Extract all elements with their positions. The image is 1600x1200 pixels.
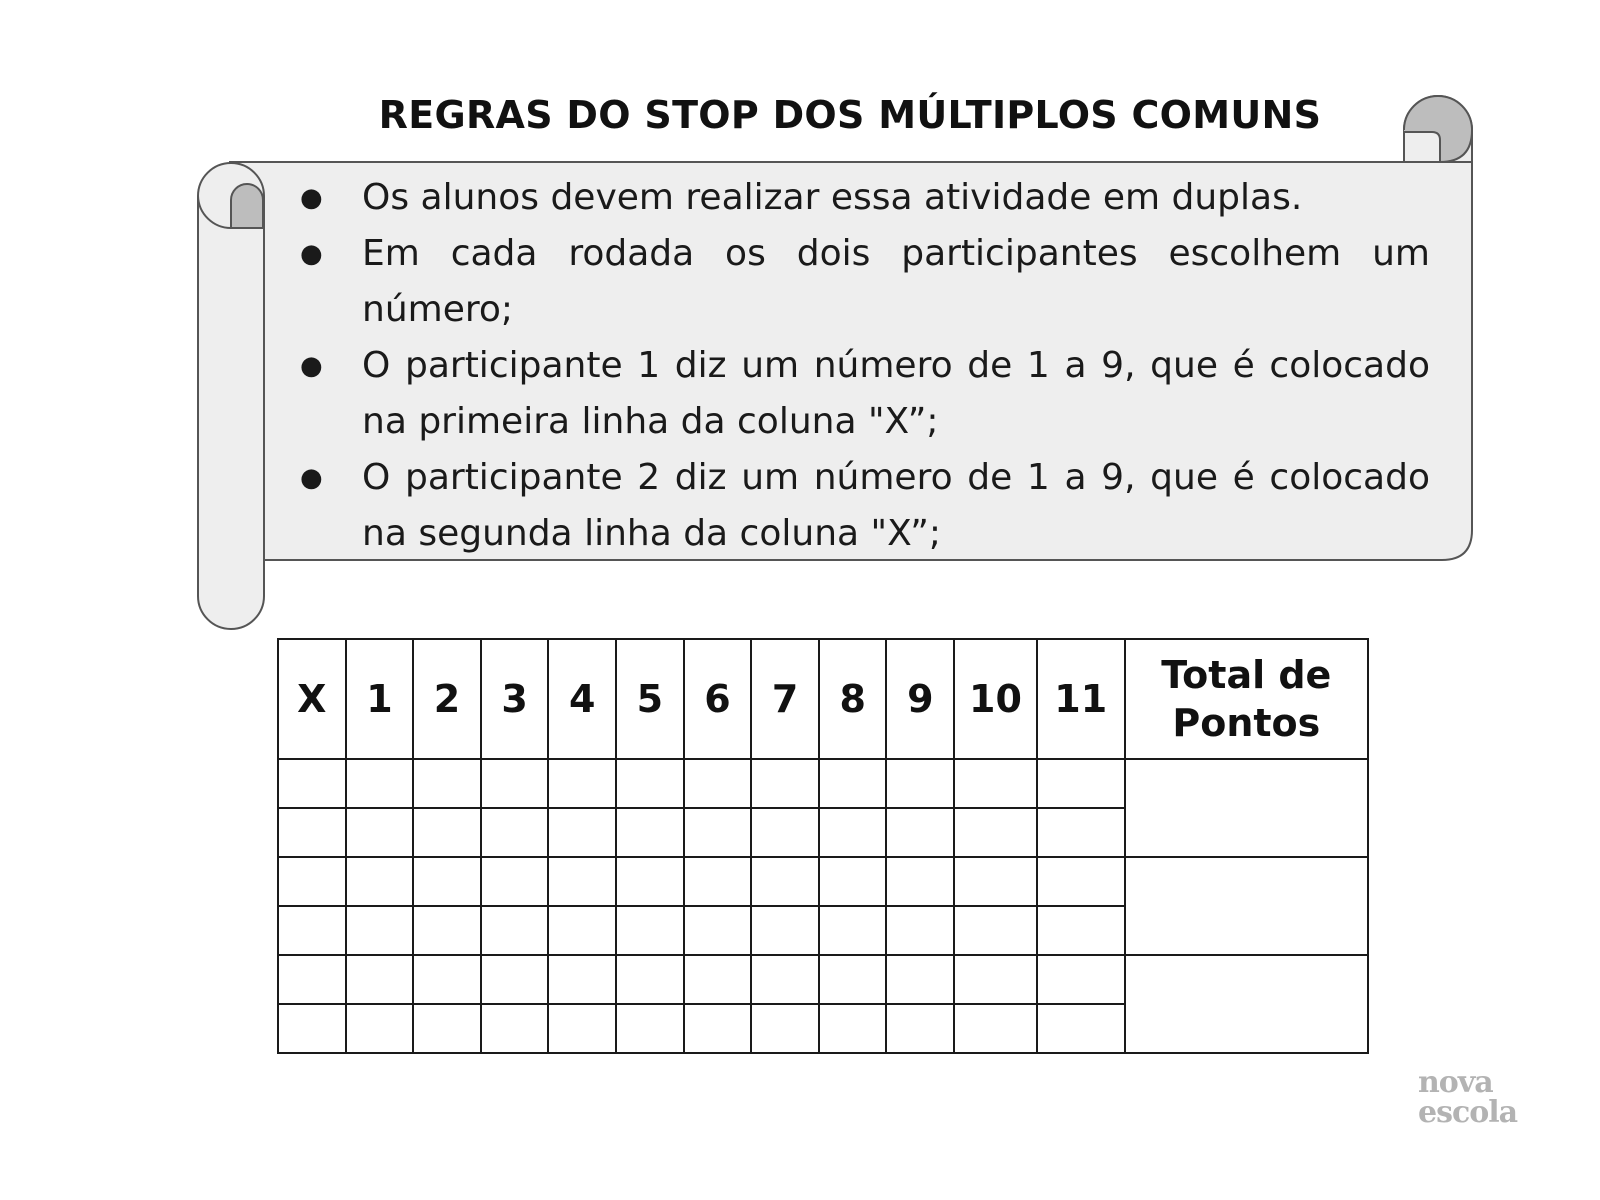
grid-cell: [751, 906, 819, 955]
header-cell: 2: [413, 639, 481, 759]
grid-cell: [1037, 857, 1125, 906]
grid-cell: [616, 906, 684, 955]
grid-cell: [819, 1004, 887, 1053]
table-row: [278, 857, 1368, 906]
grid-cell: [616, 759, 684, 808]
rule-item: [280, 338, 1430, 450]
grid-cell: [1037, 759, 1125, 808]
grid-cell: [886, 808, 954, 857]
grid-cell: [616, 1004, 684, 1053]
grid-cell: [751, 808, 819, 857]
grid-cell: [413, 857, 481, 906]
grid-cell: [481, 955, 549, 1004]
grid-cell: [886, 1004, 954, 1053]
total-header-line: Pontos: [1172, 701, 1321, 745]
header-cell: 11: [1037, 639, 1125, 759]
grid-cell: [481, 906, 549, 955]
grid-body: [278, 759, 1368, 1053]
grid-cell: [819, 906, 887, 955]
grid-cell: [1037, 1004, 1125, 1053]
nova-escola-logo: [1418, 1065, 1518, 1130]
scroll-roll-left-inner: [231, 184, 263, 228]
header-cell: 1: [346, 639, 414, 759]
grid-cell: [886, 955, 954, 1004]
grid-cell: [413, 1004, 481, 1053]
grid-cell: [548, 857, 616, 906]
grid-cell: [413, 808, 481, 857]
grid-cell: [819, 955, 887, 1004]
grid-cell: [616, 857, 684, 906]
total-cell: [1125, 857, 1368, 955]
grid-cell: [954, 906, 1037, 955]
grid-cell: [1037, 808, 1125, 857]
grid-cell: [819, 857, 887, 906]
grid-cell: [684, 808, 752, 857]
grid-cell: [684, 955, 752, 1004]
grid-cell: [413, 955, 481, 1004]
rules-list: [280, 170, 1430, 562]
grid-cell: [751, 857, 819, 906]
grid-cell: [751, 1004, 819, 1053]
grid-cell: [346, 808, 414, 857]
grid-cell: [278, 906, 346, 955]
grid-cell: [413, 906, 481, 955]
grid-cell: [954, 759, 1037, 808]
grid-cell: [278, 759, 346, 808]
grid-cell: [278, 955, 346, 1004]
header-cell: 5: [616, 639, 684, 759]
grid-cell: [481, 759, 549, 808]
grid-cell: [684, 1004, 752, 1053]
grid-cell: [548, 955, 616, 1004]
grid-cell: [413, 759, 481, 808]
grid-cell: [819, 808, 887, 857]
scroll-roll-left: [198, 163, 264, 629]
logo-line: escola: [1418, 1095, 1518, 1130]
rule-item: [280, 226, 1430, 338]
grid-cell: [954, 1004, 1037, 1053]
grid-cell: [278, 857, 346, 906]
table-row: [278, 955, 1368, 1004]
bullet-icon: ●: [300, 463, 323, 493]
grid-cell: [481, 857, 549, 906]
page-title: REGRAS DO STOP DOS MÚLTIPLOS COMUNS: [378, 93, 1322, 137]
grid-cell: [346, 906, 414, 955]
grid-cell: [751, 759, 819, 808]
grid-cell: [616, 955, 684, 1004]
header-cell: 3: [481, 639, 549, 759]
grid-cell: [819, 759, 887, 808]
grid-cell: [346, 1004, 414, 1053]
total-cell: [1125, 955, 1368, 1053]
grid-cell: [954, 857, 1037, 906]
header-cell: 4: [548, 639, 616, 759]
grid-cell: [346, 955, 414, 1004]
grid-cell: [548, 906, 616, 955]
header-cell-total: [1125, 639, 1368, 759]
header-cell: 6: [684, 639, 752, 759]
grid-cell: [954, 808, 1037, 857]
grid-cell: [684, 759, 752, 808]
grid-cell: [886, 906, 954, 955]
header-cell-x: X: [278, 639, 346, 759]
header-row: [278, 639, 1368, 759]
header-cell: 8: [819, 639, 887, 759]
grid-cell: [346, 857, 414, 906]
grid-cell: [954, 955, 1037, 1004]
rule-item: [280, 450, 1430, 562]
grid-cell: [346, 759, 414, 808]
grid-cell: [481, 808, 549, 857]
header-cell: 9: [886, 639, 954, 759]
grid-cell: [751, 955, 819, 1004]
grid-cell: [481, 1004, 549, 1053]
grid-cell: [684, 906, 752, 955]
grid-cell: [548, 759, 616, 808]
grid-cell: [548, 1004, 616, 1053]
bullet-icon: ●: [300, 239, 323, 269]
grid-cell: [1037, 955, 1125, 1004]
rule-text: Em cada rodada os dois participantes escolhem um número;: [362, 233, 1430, 330]
total-cell: [1125, 759, 1368, 857]
grid-cell: [886, 759, 954, 808]
grid-cell: [684, 857, 752, 906]
stop-grid-table: [277, 638, 1369, 1054]
rule-text: O participante 1 diz um número de 1 a 9, que é colocado na primeira linha da coluna "X”;: [362, 345, 1430, 442]
rule-item: [280, 170, 1430, 226]
rule-text: Os alunos devem realizar essa atividade em duplas.: [362, 177, 1303, 218]
table-row: [278, 759, 1368, 808]
header-cell: 10: [954, 639, 1037, 759]
grid-cell: [548, 808, 616, 857]
grid-cell: [278, 1004, 346, 1053]
grid-cell: [886, 857, 954, 906]
total-header-line: Total de: [1161, 653, 1332, 697]
grid-cell: [616, 808, 684, 857]
logo-line: nova: [1418, 1065, 1493, 1100]
rule-text: O participante 2 diz um número de 1 a 9, que é colocado na segunda linha da coluna "X”;: [362, 457, 1430, 554]
grid-cell: [278, 808, 346, 857]
header-cell: 7: [751, 639, 819, 759]
bullet-icon: ●: [300, 351, 323, 381]
bullet-icon: ●: [300, 183, 323, 213]
grid-cell: [1037, 906, 1125, 955]
